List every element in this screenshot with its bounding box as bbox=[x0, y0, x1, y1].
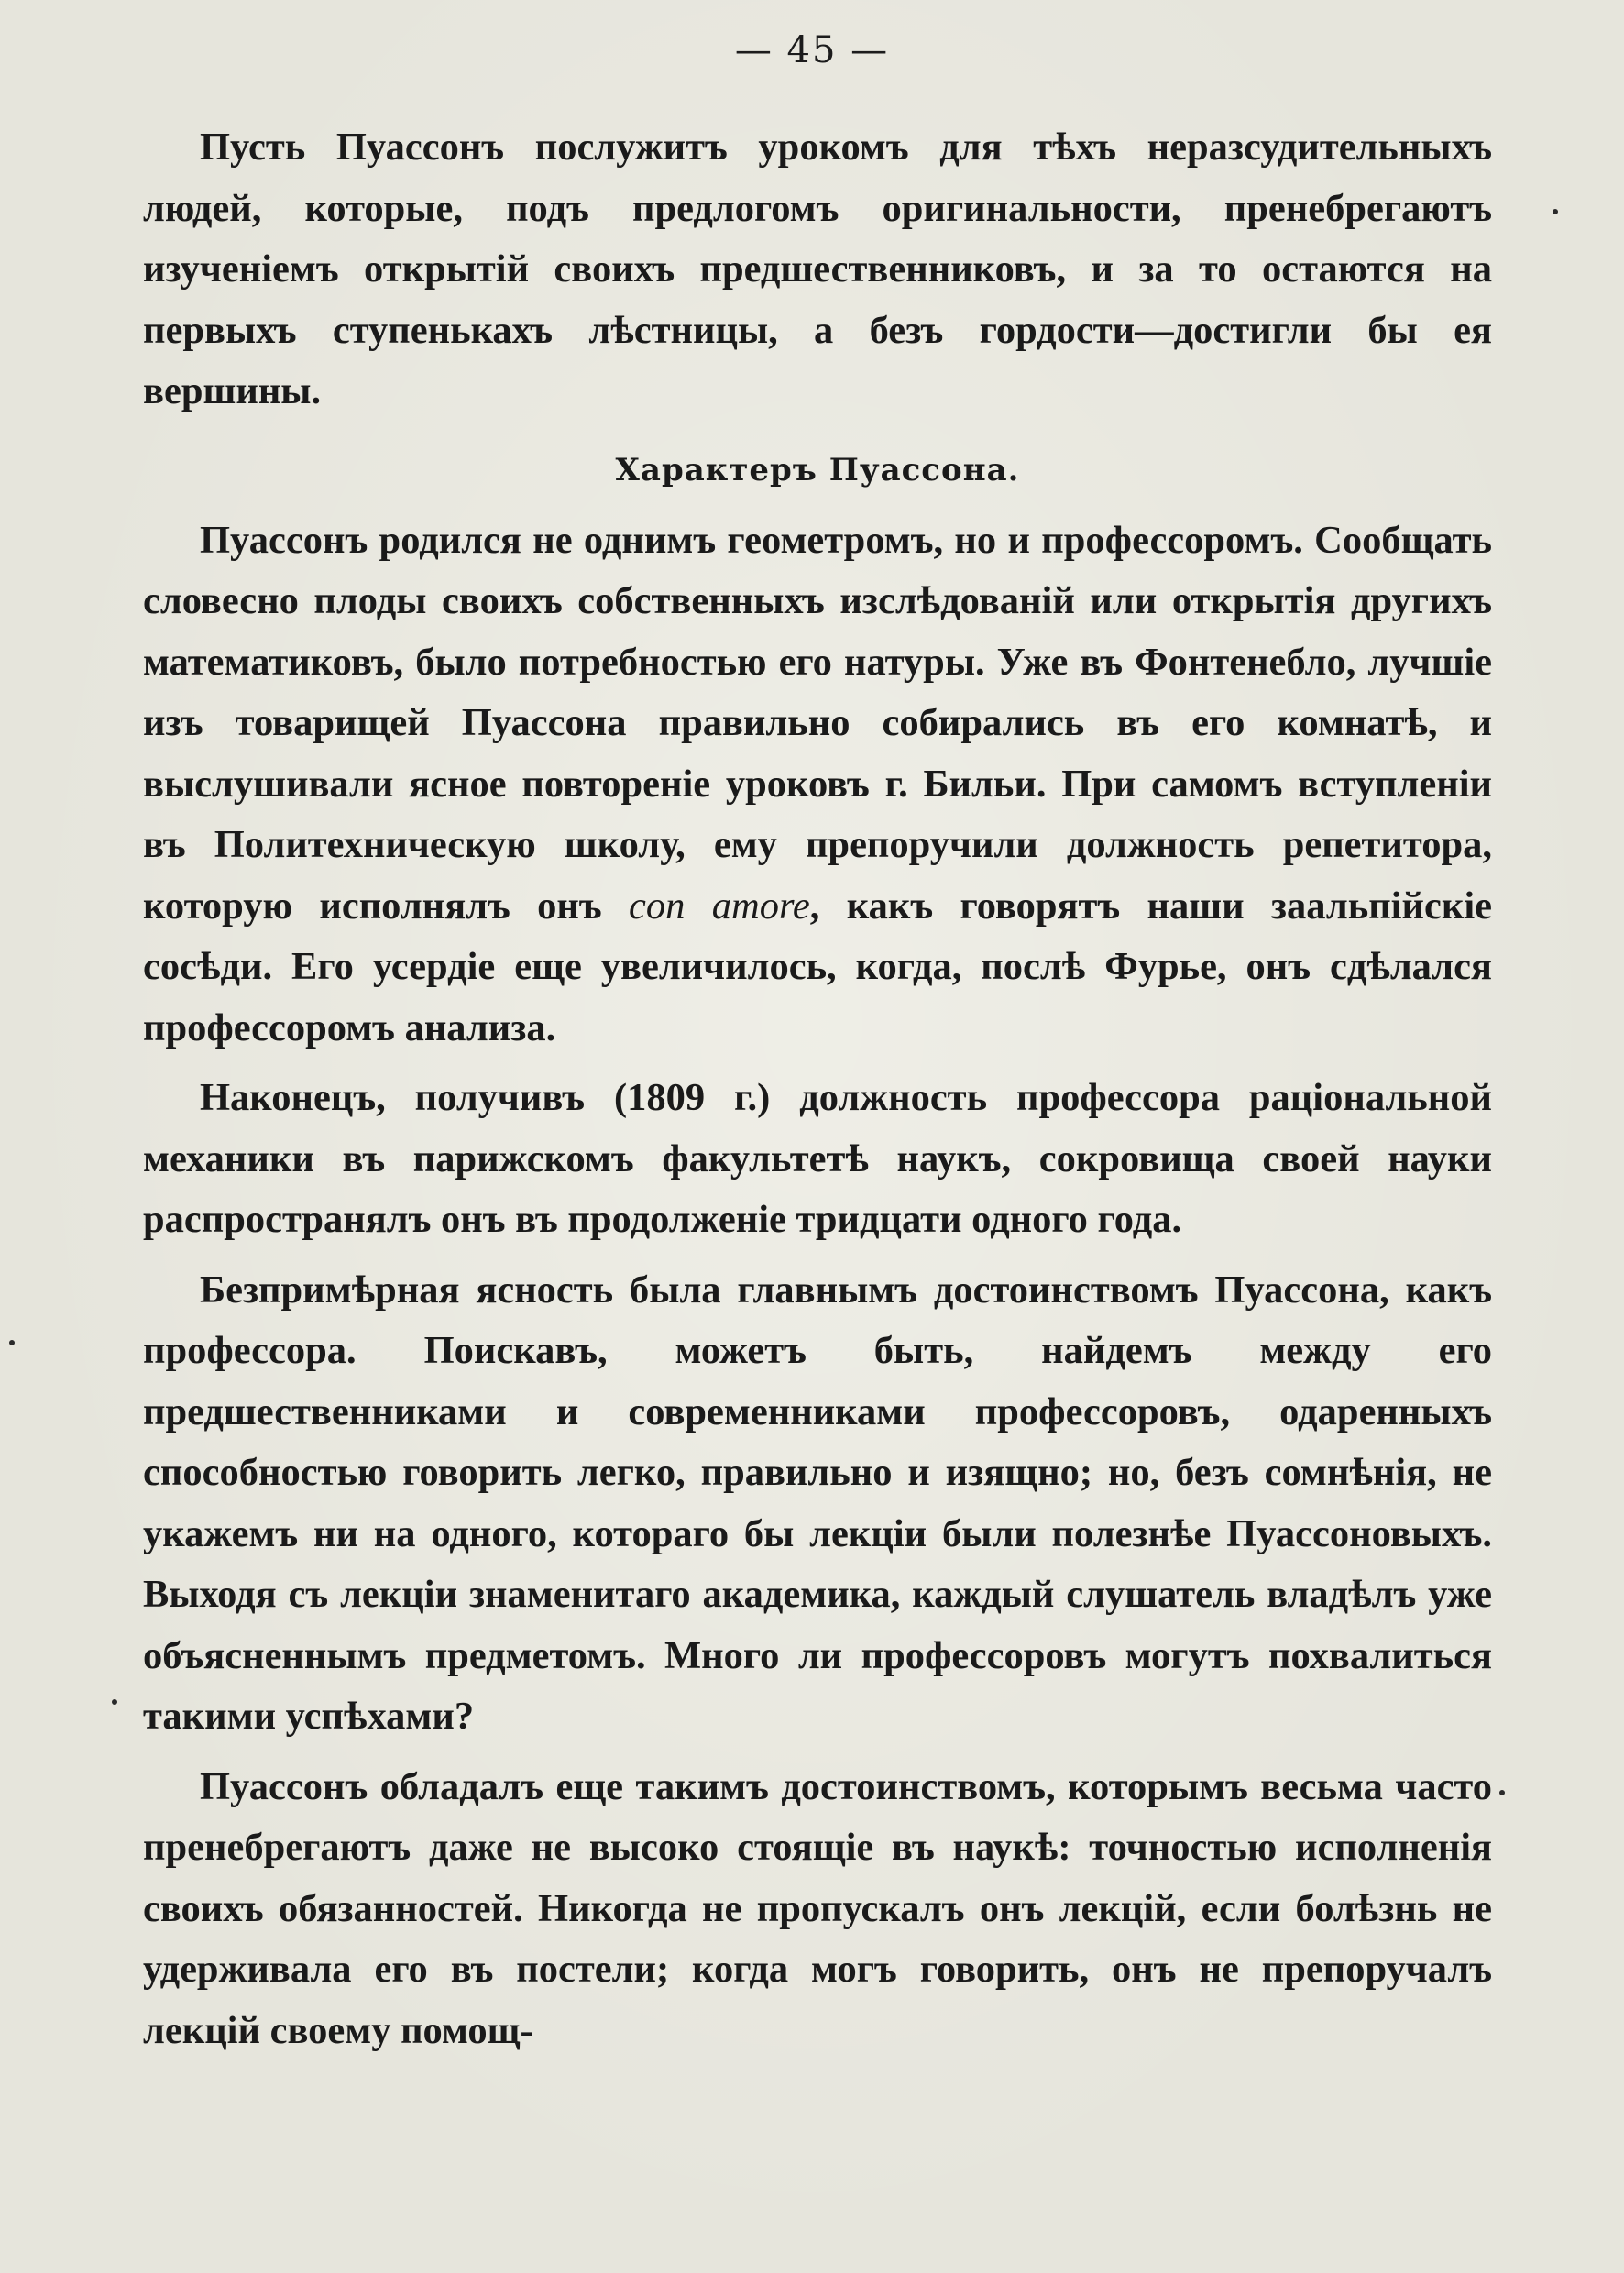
italic-phrase: con amore bbox=[629, 884, 810, 928]
ink-speck bbox=[112, 1699, 117, 1705]
paragraph bbox=[143, 511, 1492, 1060]
paragraph-text: Пуассонъ родился не однимъ геометромъ, но и профессоромъ. Сообщать словесно плоды своихъ собственныхъ изслѣдованій или открытія другихъ математиковъ, было потребностью его натуры. Уже въ Фонтенебло, лучшіе изъ товарищей Пуассона правильно собирались въ его комнатѣ, и выслушивали ясное повтореніе уроковъ г. Бильи. При самомъ вступленіи въ Политехническую школу, ему препоручили должность репетитора, которую исполнялъ онъ bbox=[143, 518, 1492, 928]
paragraph: Безпримѣрная ясность была главнымъ достоинствомъ Пуассона, какъ профессора. Поискавъ, можетъ быть, найдемъ между его предшественниками и современниками профессоровъ, одаренныхъ способностью говорить легко, правильно и изящно; но, безъ сомнѣнія, не укажемъ ни на одного, котораго бы лекціи были полезнѣе Пуассоновыхъ. Выходя съ лекціи знаменитаго академика, каждый слушатель владѣлъ уже объясненнымъ предметомъ. Много ли профессоровъ могутъ похвалиться такими успѣхами? bbox=[143, 1268, 1492, 1738]
ink-speck bbox=[1499, 1790, 1505, 1795]
paragraph-text-tail: , какъ говорятъ наши заальпійскіе сосѣди. Его усердіе еще увеличилось, когда, послѣ Фурье, онъ сдѣлался профессоромъ анализа. bbox=[143, 884, 1493, 1049]
section-heading: Характеръ Пуассона. bbox=[615, 451, 1020, 489]
paragraph: Наконецъ, получивъ (1809 г.) должность профессора раціональной механики въ парижскомъ факультетѣ наукъ, сокровища своей науки распространялъ онъ въ продолженіе тридцати одного года. bbox=[143, 1076, 1492, 1241]
ink-speck bbox=[1553, 209, 1558, 214]
body-text bbox=[143, 117, 1492, 2061]
paragraph: Пуассонъ обладалъ еще такимъ достоинствомъ, которымъ весьма часто пренебрегаютъ даже не высоко стоящіе въ наукѣ: точностью исполненія своихъ обязанностей. Никогда не пропускалъ онъ лекцій, если болѣзнь не удерживала его въ постели; когда могъ говорить, онъ не препоручалъ лекцій своему помощ- bbox=[143, 1764, 1492, 2052]
page-number: — 45 — bbox=[734, 29, 890, 71]
paragraph: Пусть Пуассонъ послужитъ урокомъ для тѣхъ неразсудительныхъ людей, которые, подъ предлогомъ оригинальности, пренебрегаютъ изученіемъ открытій своихъ предшественниковъ, и за то остаются на первыхъ ступенькахъ лѣстницы, а безъ гордости—достигли бы ея вершины. bbox=[143, 126, 1492, 412]
ink-speck bbox=[9, 1340, 15, 1345]
